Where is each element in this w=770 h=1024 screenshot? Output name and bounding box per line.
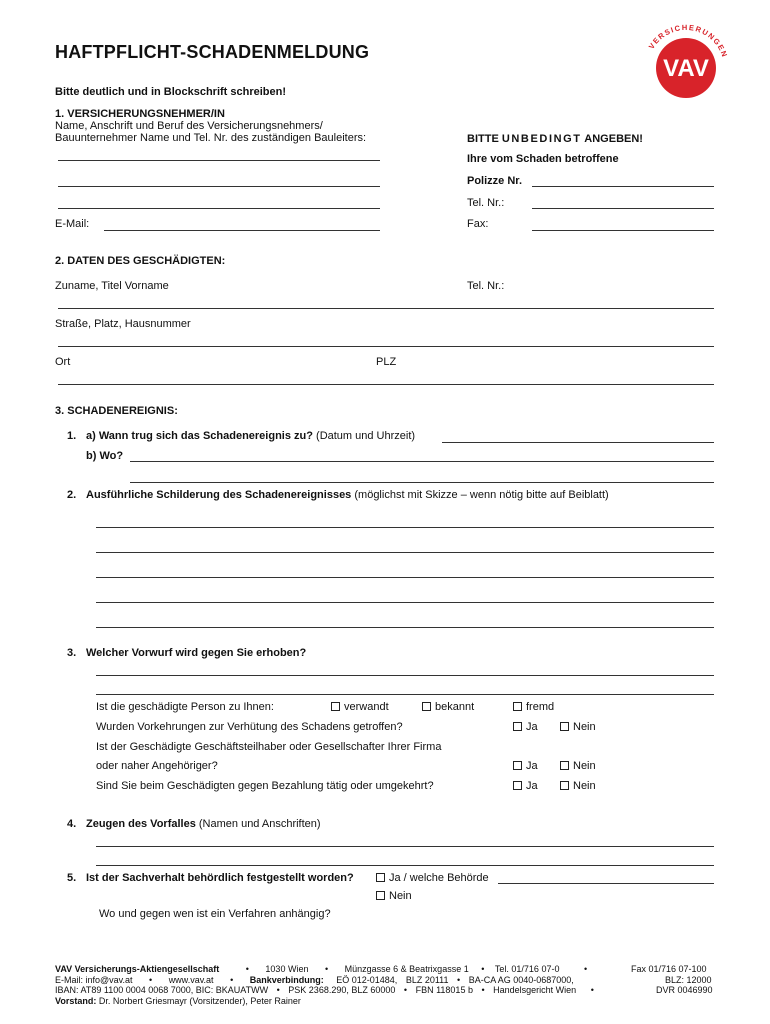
q1b-question: b) Wo?: [86, 450, 124, 462]
q1a-question: a) Wann trug sich das Schadenereignis zu? (Datum und Uhrzeit): [86, 430, 416, 442]
q1b-location-field-2[interactable]: [130, 482, 714, 483]
q2-description-line-5[interactable]: [96, 627, 714, 628]
right-subheading: Ihre vom Schaden betroffene: [467, 153, 619, 165]
policyholder-tel-field[interactable]: [532, 208, 714, 209]
checkbox-bekannt[interactable]: [422, 702, 431, 711]
q4-question: Zeugen des Vorfalles (Namen und Anschriften): [86, 818, 321, 830]
polizze-field[interactable]: [532, 186, 714, 187]
q4-witness-line-2[interactable]: [96, 865, 714, 866]
partner-question-line1: Ist der Geschädigte Geschäftsteilhaber oder Gesellschafter Ihrer Firma: [96, 741, 442, 753]
q5-followup-question: Wo und gegen wen ist ein Verfahren anhängig?: [99, 908, 331, 920]
prevention-nein[interactable]: Nein: [560, 721, 596, 733]
checkbox-payment-nein[interactable]: [560, 781, 569, 790]
q2-number: 2.: [67, 489, 77, 501]
q3-number: 3.: [67, 647, 77, 659]
q5-authority-field[interactable]: [498, 883, 714, 884]
prevention-question: Wurden Vorkehrungen zur Verhütung des Schadens getroffen?: [96, 721, 403, 733]
right-heading: BITTE UNBEDINGT ANGEBEN!: [467, 133, 643, 145]
section2-heading: 2. DATEN DES GESCHÄDIGTEN:: [55, 255, 226, 267]
section1-desc-line2: Bauunternehmer Name und Tel. Nr. des zuständigen Bauleiters:: [55, 132, 367, 144]
opt-fremd[interactable]: fremd: [513, 701, 554, 713]
policyholder-line-3[interactable]: [58, 208, 380, 209]
logo-ring-text: VERSICHERUNGEN: [646, 22, 730, 60]
payment-question: Sind Sie beim Geschädigten gegen Bezahlung tätig oder umgekehrt?: [96, 780, 434, 792]
q2-description-line-3[interactable]: [96, 577, 714, 578]
footer-row-2: E-Mail: info@vav.at • www.vav.at • Bankverbindung: EÖ 012-01484, BLZ 20111 • BA-CA AG 0040-0687000,: [55, 975, 574, 985]
checkbox-verwandt[interactable]: [331, 702, 340, 711]
injured-tel-label: Tel. Nr.:: [467, 280, 505, 292]
checkbox-partner-nein[interactable]: [560, 761, 569, 770]
checkbox-prevention-ja[interactable]: [513, 722, 522, 731]
street-label: Straße, Platz, Hausnummer: [55, 318, 191, 330]
q3-answer-line-2[interactable]: [96, 694, 714, 695]
city-zip-field[interactable]: [58, 384, 714, 385]
relation-question: Ist die geschädigte Person zu Ihnen:: [96, 701, 274, 713]
opt-bekannt[interactable]: bekannt: [422, 701, 474, 713]
payment-ja[interactable]: Ja: [513, 780, 538, 792]
logo-text: VAV: [663, 55, 709, 82]
vav-logo: [640, 22, 732, 114]
q1b-location-field[interactable]: [130, 461, 714, 462]
injured-name-label: Zuname, Titel Vorname: [55, 280, 169, 292]
city-label: Ort: [55, 356, 71, 368]
footer-row-4: Vorstand: Dr. Norbert Griesmayr (Vorsitzender), Peter Rainer: [55, 996, 301, 1006]
q2-question: Ausführliche Schilderung des Schadenereignisses (möglichst mit Skizze – wenn nötig bitte auf Beiblatt): [86, 489, 609, 501]
q4-number: 4.: [67, 818, 77, 830]
email-field[interactable]: [104, 230, 380, 231]
policyholder-line-2[interactable]: [58, 186, 380, 187]
street-field[interactable]: [58, 346, 714, 347]
opt-verwandt[interactable]: verwandt: [331, 701, 389, 713]
footer-fax: Fax 01/716 07-100: [631, 964, 707, 974]
q2-description-line-2[interactable]: [96, 552, 714, 553]
footer-dvr: DVR 0046990: [656, 985, 713, 995]
partner-nein[interactable]: Nein: [560, 760, 596, 772]
q5-question: Ist der Sachverhalt behördlich festgestellt worden?: [86, 872, 354, 884]
injured-name-field[interactable]: [58, 308, 714, 309]
section3-heading: 3. SCHADENEREIGNIS:: [55, 405, 178, 417]
footer-row-3: IBAN: AT89 1100 0004 0068 7000, BIC: BKAUATWW • PSK 2368.290, BLZ 60000 • FBN 118015 b • Handelsgericht Wien •: [55, 985, 594, 995]
checkbox-q5-no[interactable]: [376, 891, 385, 900]
email-label: E-Mail:: [55, 218, 90, 230]
payment-nein[interactable]: Nein: [560, 780, 596, 792]
section1-desc-line1: Name, Anschrift und Beruf des Versicherungsnehmers/: [55, 120, 323, 132]
footer-blz2: BLZ: 12000: [665, 975, 712, 985]
zip-label: PLZ: [376, 356, 397, 368]
policyholder-line-1[interactable]: [58, 160, 380, 161]
q1a-date-field[interactable]: [442, 442, 714, 443]
page-title: HAFTPFLICHT-SCHADENMELDUNG: [55, 42, 370, 62]
q5-no-option[interactable]: Nein: [376, 890, 412, 902]
policyholder-tel-label: Tel. Nr.:: [467, 197, 505, 209]
policyholder-fax-field[interactable]: [532, 230, 714, 231]
q3-answer-line-1[interactable]: [96, 675, 714, 676]
q4-witness-line-1[interactable]: [96, 846, 714, 847]
partner-ja[interactable]: Ja: [513, 760, 538, 772]
footer-row-1: VAV Versicherungs-Aktiengesellschaft • 1030 Wien • Münzgasse 6 & Beatrixgasse 1 • Tel. 01/716 07-0 •: [55, 964, 588, 974]
partner-question-line2: oder naher Angehöriger?: [96, 760, 218, 772]
checkbox-payment-ja[interactable]: [513, 781, 522, 790]
q1-number: 1.: [67, 430, 77, 442]
q3-question: Welcher Vorwurf wird gegen Sie erhoben?: [86, 647, 307, 659]
polizze-label: Polizze Nr.: [467, 175, 523, 187]
checkbox-fremd[interactable]: [513, 702, 522, 711]
prevention-ja[interactable]: Ja: [513, 721, 538, 733]
q2-description-line-1[interactable]: [96, 527, 714, 528]
checkbox-q5-yes[interactable]: [376, 873, 385, 882]
q5-yes-option[interactable]: Ja / welche Behörde: [376, 872, 489, 884]
instruction-text: Bitte deutlich und in Blockschrift schreiben!: [55, 86, 287, 98]
section1-heading: 1. VERSICHERUNGSNEHMER/IN: [55, 108, 225, 120]
q2-description-line-4[interactable]: [96, 602, 714, 603]
q5-number: 5.: [67, 872, 77, 884]
policyholder-fax-label: Fax:: [467, 218, 489, 230]
checkbox-partner-ja[interactable]: [513, 761, 522, 770]
checkbox-prevention-nein[interactable]: [560, 722, 569, 731]
